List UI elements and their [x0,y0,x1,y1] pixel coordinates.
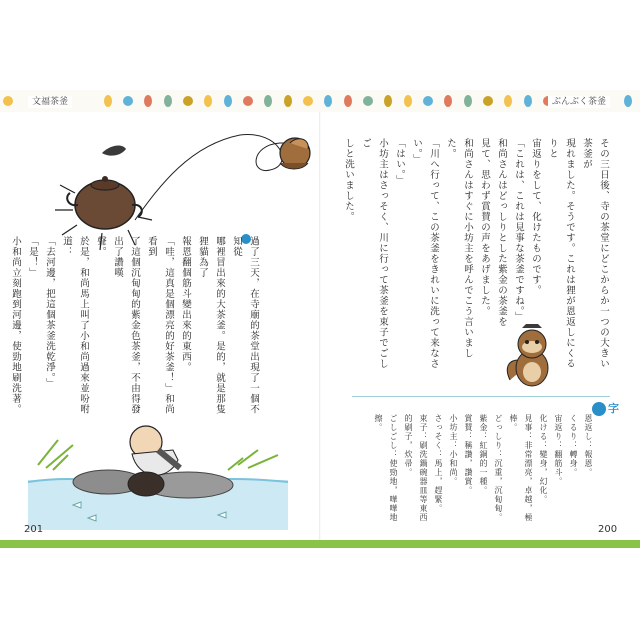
vocab-item: 紫金：紅銅的一種。 [479,414,488,495]
section-divider [352,396,610,397]
vocab-title: 字 [608,402,619,415]
text-line: 哪裡冒出來的大茶釜。是的，就是那隻狸貓為了 [197,236,225,415]
text-line: 報恩翻個筋斗變出來的東西。 [180,236,191,373]
vocab-item: 見事：非常漂亮，卓越，極棒。 [509,414,533,522]
text-line: 了這個沉甸甸的紫金色茶釜，不由得發出了讚嘆 [112,236,140,415]
pattern-dot [264,95,272,107]
vocab-list [371,414,596,526]
pattern-dot [144,95,152,107]
text-line: 「これは、これは見事な茶釜ですね。」 [513,138,524,323]
text-line: 聲。 [95,236,106,257]
pattern-dot [324,95,332,107]
pattern-dot [183,96,193,106]
monk-washing-kettle-illustration [28,420,288,530]
pattern-dot [444,95,452,107]
vocab-item: 小坊主：小和尚。 [449,414,458,486]
text-line: しと洗いました。 [343,138,354,222]
text-line: 和尚さんはすぐに小坊主を呼んでこう言いました。 [445,138,473,359]
pattern-dot [204,95,212,107]
pattern-dot [363,96,373,106]
text-line: 過了三天，在寺廟的茶堂出現了一個不知從 [231,236,259,415]
text-line: 「哇，這真是個漂亮的好茶釜！」和尚看到 [146,236,174,415]
page-number-right: 200 [598,524,618,535]
text-line: 「去河邊，把這個茶釜洗乾淨。」 [44,236,55,389]
tanuki-illustration [500,320,560,390]
page-number-left: 201 [24,524,44,535]
text-line: 宙返りをして、化けたものです。 [530,138,541,296]
pattern-dot [384,95,392,107]
bottom-green-bar [0,540,640,548]
text-line: 「川へ行って、この茶釜をきれいに洗って来なさい。」 [411,138,439,369]
pattern-dot [303,96,313,106]
pattern-dot [123,96,133,106]
vocab-item: くるり：轉身。 [569,414,578,477]
text-line: 小坊主はさっそく、川に行って茶釜を束子でごしご [360,138,388,369]
pattern-dot [284,95,292,107]
pattern-dot [164,95,172,107]
vocab-item: 恩返し：報恩。 [584,414,593,477]
text-line: 和尚さんはどっしりとした紫金の茶釜を [496,138,507,327]
pattern-dot [3,96,13,106]
pattern-dot [483,96,493,106]
decorative-pattern-strip [0,90,640,112]
pattern-dot [344,95,352,107]
pattern-dot [464,95,472,107]
vocab-item: ごしごし：使勁地，嘩嘩地擦。 [374,414,398,522]
text-line: 「はい。」 [394,138,405,186]
pattern-dot [524,95,532,107]
pattern-dot [243,96,253,106]
text-line: 小和尚立刻跑到河邊，使勁地刷洗著。 [10,236,21,415]
pattern-dot [224,95,232,107]
text-line: その三日後、寺の茶堂にどこからか一つの大きい茶釜が [581,138,609,369]
pattern-dot [404,95,412,107]
pattern-dot [504,95,512,107]
vocab-item: 宙返り：翻筋斗。 [554,414,563,486]
text-line: 於是，和尚馬上叫了小和尚過來並吩咐道： [61,236,89,415]
vocab-item: 化ける：變身，幻化。 [539,414,548,504]
text-line: 現れました。そうです。これは狸が恩返しにくるりと [547,138,575,369]
vocab-item: 束子：刷洗鍋碗器皿等東西的刷子，炊帚。 [404,414,428,522]
vocab-item: さっそく：馬上，趕緊。 [434,414,443,513]
pattern-dot [104,95,112,107]
pattern-dot [624,95,632,107]
vocab-item: 賞賛：稱讚，讚賞。 [464,414,473,495]
header-right-title: ぶんぶく茶釜 [548,96,610,108]
text-line: 見て、思わず賞賛の声をあげました。 [479,138,490,317]
right-page-text [340,138,612,378]
text-line: 「是！」 [27,236,38,278]
pattern-dot [423,96,433,106]
vocab-item: どっしり：沉重，沉甸甸。 [494,414,503,522]
header-left-title: 文福茶釜 [28,96,72,108]
left-page-text [7,236,262,421]
